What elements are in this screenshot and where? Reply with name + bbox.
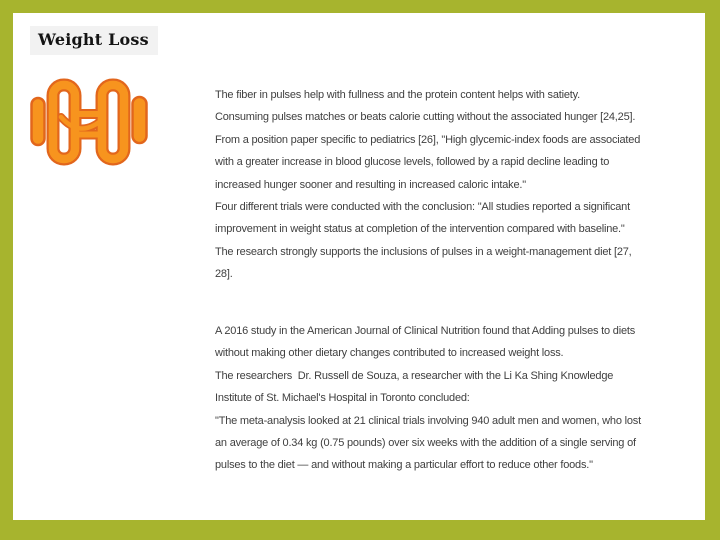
title-plate — [30, 26, 158, 55]
paragraph-pulses-research: The fiber in pulses help with fullness and the protein content helps with satiety. Consuming pulses matches or beats calorie cutting without the associated hunger [24,25]. From a position paper specific to pediatrics [26], "High glycemic-index foods are associated with a greater increase in blood glucose levels, followed by a rapid decline leading to increased hunger sooner and resulting in increased caloric intake." Four different trials were conducted with the conclusion: "All studies reported a significant improvement in weight status at completion of the intervention compared with baseline." The research strongly supports the inclusions of pulses in a weight-management diet [27, 28]. — [215, 89, 641, 281]
dumbbell-icon — [25, 65, 175, 185]
paragraph-2016-study: A 2016 study in the American Journal of Clinical Nutrition found that Adding pulses to diets without making other dietary changes contributed to increased weight loss. The researchers Dr. Russell de Souza, a researcher with the Li Ka Shing Knowledge Institute of St. Michael's Hospital in Toronto concluded: "The meta-analysis looked at 21 clinical trials involving 940 adult men and women, who lost an average of 0.34 kg (0.75 pounds) over six weeks with the addition of a single serving of pulses to the diet — and without making a particular effort to reduce other foods." — [215, 325, 641, 472]
page-title: Weight Loss — [38, 30, 149, 49]
